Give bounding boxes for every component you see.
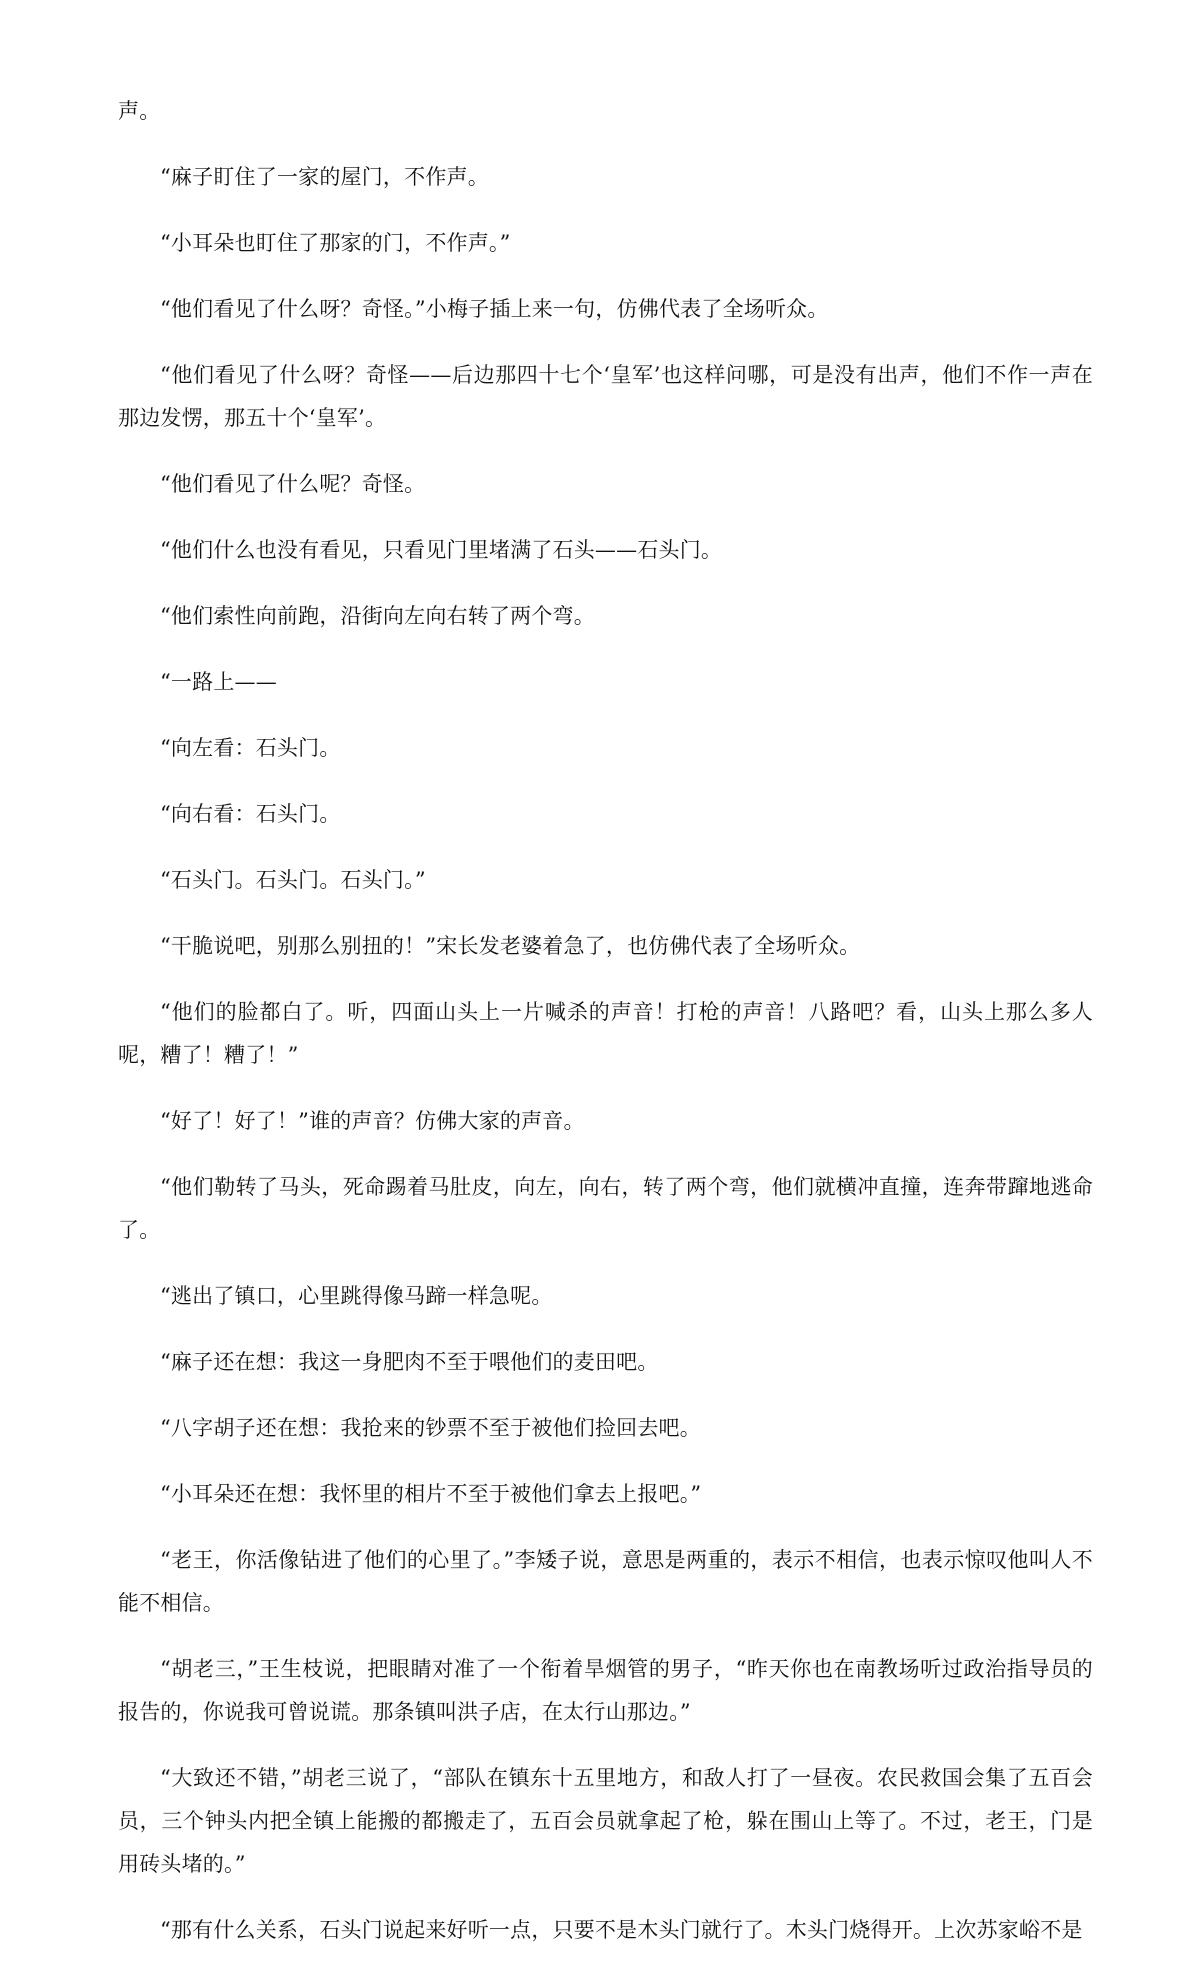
paragraph: “那有什么关系，石头门说起来好听一点，只要不是木头门就行了。木头门烧得开。上次苏家峪不是: [160, 1918, 1083, 1942]
paragraph: “老王，你活像钻进了他们的心里了。”李矮子说，意思是两重的，表示不相信，也表示惊叹他叫人不能不相信。: [118, 1548, 1093, 1615]
paragraph: “八字胡子还在想：我抢来的钞票不至于被他们捡回去吧。: [160, 1416, 701, 1440]
paragraph: “麻子盯住了一家的屋门，不作声。: [160, 165, 489, 189]
paragraph: “好了！好了！”谁的声音？仿佛大家的声音。: [160, 1109, 585, 1133]
paragraph: 声。: [118, 99, 161, 123]
paragraph: “石头门。石头门。石头门。”: [160, 868, 426, 892]
paragraph: “干脆说吧，别那么别扭的！”宋长发老婆着急了，也仿佛代表了全场听众。: [160, 934, 861, 958]
paragraph: “大致还不错，”胡老三说了，“部队在镇东十五里地方，和敌人打了一昼夜。农民救国会集了五百会员，三个钟头内把全镇上能搬的都搬走了，五百会员就拿起了枪，躲在围山上等了。不过，老王，门是用砖头堵的。”: [118, 1766, 1093, 1876]
paragraph: “他们什么也没有看见，只看见门里堵满了石头——石头门。: [160, 538, 723, 562]
paragraph: “他们勒转了马头，死命踢着马肚皮，向左，向右，转了两个弯，他们就横冲直撞，连奔带蹿地逃命了。: [118, 1175, 1093, 1242]
paragraph: “麻子还在想：我这一身肥肉不至于喂他们的麦田吧。: [160, 1350, 659, 1374]
paragraph: “小耳朵也盯住了那家的门，不作声。”: [160, 231, 511, 255]
paragraph: “一路上——: [160, 670, 277, 694]
paragraph: “他们看见了什么呀？奇怪——后边那四十七个‘皇军’也这样问哪，可是没有出声，他们不作一声在那边发愣，那五十个‘皇军’。: [118, 363, 1093, 430]
paragraph: “向右看：石头门。: [160, 802, 341, 826]
paragraph: “小耳朵还在想：我怀里的相片不至于被他们拿去上报吧。”: [160, 1482, 702, 1506]
paragraph: “逃出了镇口，心里跳得像马蹄一样急呢。: [160, 1284, 553, 1308]
paragraph: “他们的脸都白了。听，四面山头上一片喊杀的声音！打枪的声音！八路吧？看，山头上那么多人呢，糟了！糟了！”: [118, 1000, 1093, 1067]
text-body: [118, 90, 1093, 1975]
paragraph: “他们看见了什么呢？奇怪。: [160, 472, 426, 496]
paragraph: “向左看：石头门。: [160, 736, 341, 760]
paragraph: “他们索性向前跑，沿街向左向右转了两个弯。: [160, 604, 595, 628]
paragraph: “他们看见了什么呀？奇怪。”小梅子插上来一句，仿佛代表了全场听众。: [160, 297, 829, 321]
paragraph: “胡老三，”王生枝说，把眼睛对准了一个衔着旱烟管的男子，“昨天你也在南教场听过政治指导员的报告的，你说我可曾说谎。那条镇叫洪子店，在太行山那边。”: [118, 1657, 1093, 1724]
